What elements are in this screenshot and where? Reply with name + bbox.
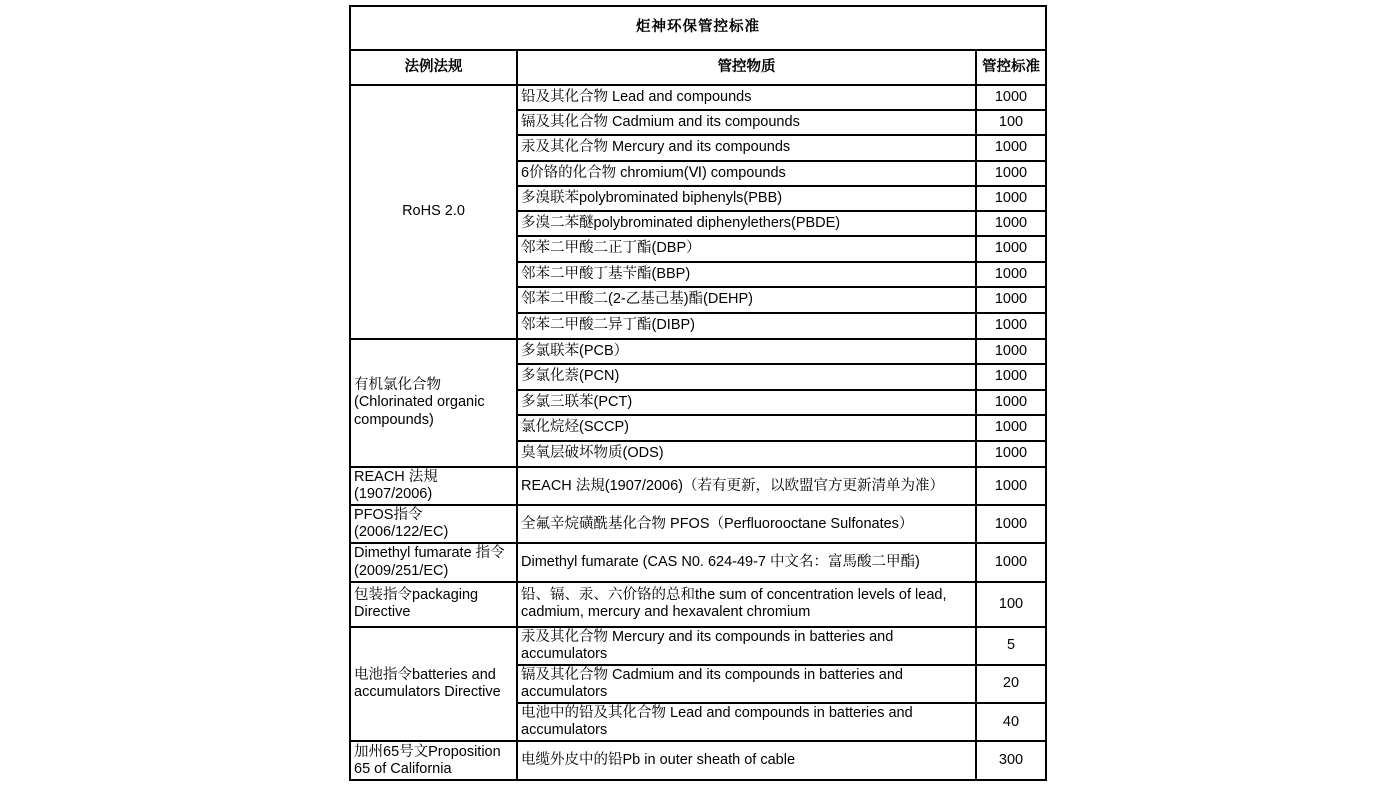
limit-cell: 1000 [976,339,1046,364]
substance-cell: 全氟辛烷磺酰基化合物 PFOS（Perfluorooctane Sulfonates） [517,505,976,543]
limit-cell: 1000 [976,161,1046,186]
limit-cell: 1000 [976,390,1046,415]
table-row [350,505,1046,543]
regulation-cell: 包装指令packaging Directive [350,582,517,627]
substance-cell: 多溴二苯醚polybrominated diphenylethers(PBDE) [517,211,976,236]
limit-cell: 1000 [976,415,1046,441]
substance-cell: 汞及其化合物 Mercury and its compounds in batteries and accumulators [517,627,976,665]
header-row [350,50,1046,85]
regulation-cell: REACH 法規(1907/2006) [350,467,517,505]
limit-cell: 300 [976,741,1046,780]
substance-cell: 汞及其化合物 Mercury and its compounds [517,135,976,161]
substance-cell: 邻苯二甲酸丁基苄酯(BBP) [517,262,976,287]
table-row [350,467,1046,505]
limit-cell: 100 [976,110,1046,135]
regulation-cell: RoHS 2.0 [350,85,517,339]
substance-cell: 铅及其化合物 Lead and compounds [517,85,976,110]
substance-cell: Dimethyl fumarate (CAS N0. 624-49-7 中文名：富馬酸二甲酯) [517,543,976,581]
table-row [350,85,1046,110]
table-row [350,627,1046,665]
limit-cell: 100 [976,582,1046,627]
limit-cell: 1000 [976,287,1046,313]
limit-cell: 40 [976,703,1046,741]
substance-cell: 多氯三联苯(PCT) [517,390,976,415]
limit-cell: 20 [976,665,1046,703]
column-header-substance: 管控物质 [517,50,976,85]
title-row [350,6,1046,50]
limit-cell: 1000 [976,313,1046,339]
limit-cell: 1000 [976,135,1046,161]
substance-cell: 镉及其化合物 Cadmium and its compounds [517,110,976,135]
substance-cell: 邻苯二甲酸二(2-乙基己基)酯(DEHP) [517,287,976,313]
substance-cell: REACH 法規(1907/2006)（若有更新，以欧盟官方更新清单为准） [517,467,976,505]
document-page [0,5,1396,795]
substance-cell: 电池中的铅及其化合物 Lead and compounds in batteries and accumulators [517,703,976,741]
substance-cell: 氯化烷烃(SCCP) [517,415,976,441]
substance-cell: 6价铬的化合物 chromium(Ⅵ) compounds [517,161,976,186]
limit-cell: 1000 [976,236,1046,262]
substance-cell: 镉及其化合物 Cadmium and its compounds in batteries and accumulators [517,665,976,703]
regulation-cell: PFOS指令 (2006/122/EC) [350,505,517,543]
limit-cell: 1000 [976,467,1046,505]
column-header-limit: 管控标准 [976,50,1046,85]
regulation-cell: 加州65号文Proposition 65 of California [350,741,517,780]
substance-cell: 邻苯二甲酸二异丁酯(DIBP) [517,313,976,339]
substance-cell: 邻苯二甲酸二正丁酯(DBP） [517,236,976,262]
page-title: 炬神环保管控标准 [350,6,1046,50]
limit-cell: 1000 [976,364,1046,390]
limit-cell: 1000 [976,262,1046,287]
table-row [350,582,1046,627]
limit-cell: 1000 [976,186,1046,211]
limit-cell: 1000 [976,505,1046,543]
substance-cell: 多氯联苯(PCB） [517,339,976,364]
column-header-regulation: 法例法规 [350,50,517,85]
table-row [350,339,1046,364]
limit-cell: 1000 [976,441,1046,467]
regulation-cell: Dimethyl fumarate 指令 (2009/251/EC) [350,543,517,581]
regulation-cell: 电池指令batteries and accumulators Directive [350,627,517,742]
regulation-cell: 有机氯化合物(Chlorinated organic compounds) [350,339,517,467]
limit-cell: 1000 [976,543,1046,581]
substance-cell: 多氯化萘(PCN) [517,364,976,390]
substance-cell: 多溴联苯polybrominated biphenyls(PBB) [517,186,976,211]
limit-cell: 1000 [976,85,1046,110]
limit-cell: 5 [976,627,1046,665]
table-row [350,741,1046,780]
limit-cell: 1000 [976,211,1046,236]
substance-cell: 臭氧层破坏物质(ODS) [517,441,976,467]
substance-cell: 电缆外皮中的铅Pb in outer sheath of cable [517,741,976,780]
table-row [350,543,1046,581]
standards-table [349,5,1047,781]
substance-cell: 铅、镉、汞、六价铬的总和the sum of concentration levels of lead, cadmium, mercury and hexavalent chromium [517,582,976,627]
